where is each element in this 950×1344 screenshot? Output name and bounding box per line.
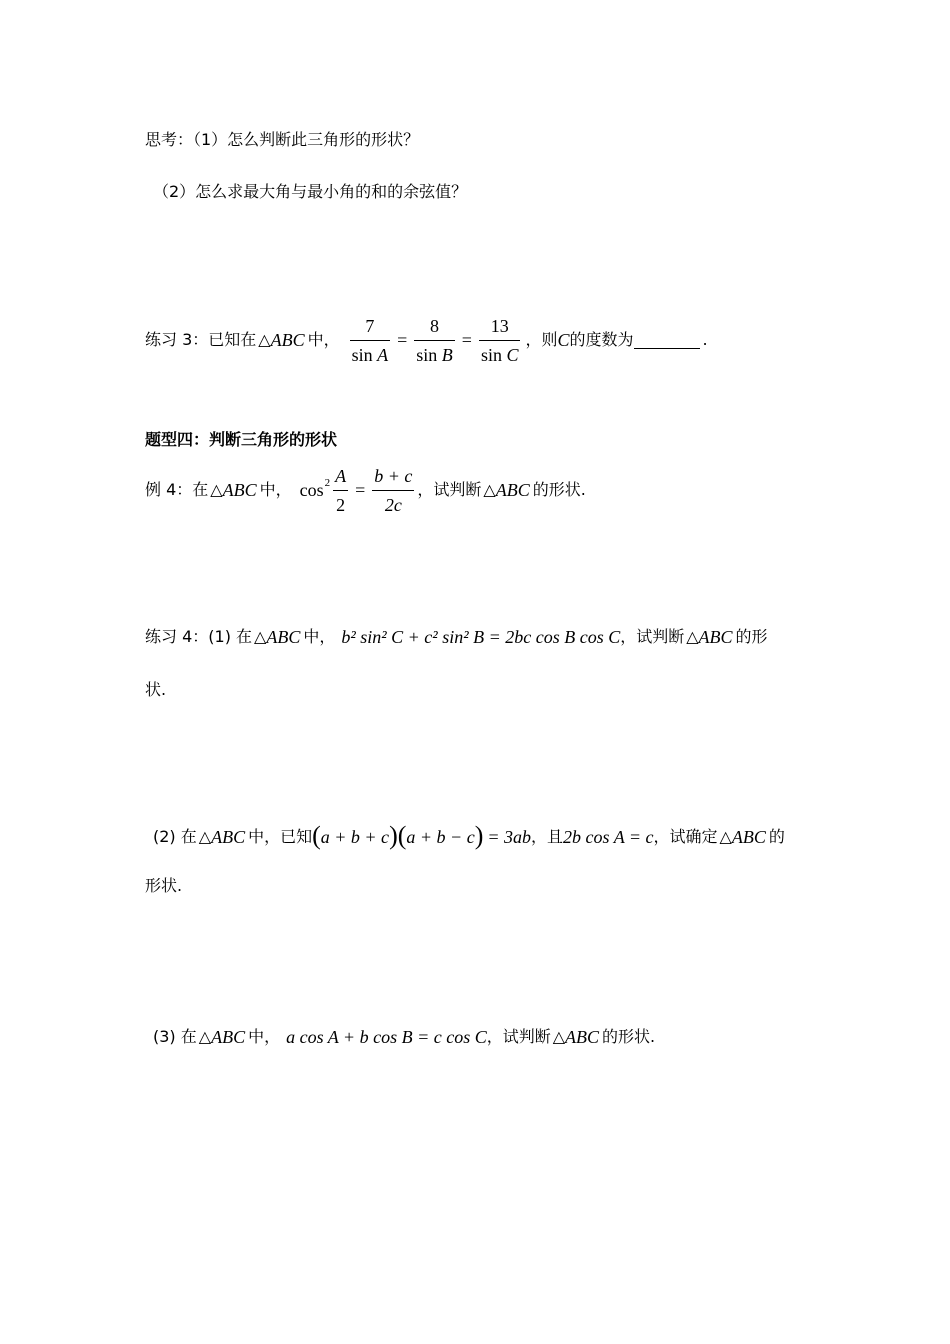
fraction-13-sinC: [479, 317, 521, 364]
triangle-abc: ABC: [222, 480, 257, 500]
fraction-A-over-2: [333, 467, 348, 514]
think-question-2: [153, 184, 467, 200]
fraction-numerator: A: [335, 465, 347, 486]
triangle-symbol: △: [210, 480, 223, 499]
type4-title: 题型四：判断三角形的形状: [145, 430, 338, 449]
triangle-symbol: △: [198, 827, 212, 846]
sin-fn: sin: [416, 344, 438, 365]
practice-4-part-2-wrap: [145, 878, 182, 894]
triangle-abc: ABC: [731, 827, 766, 847]
practice4-1-suffix: ，试判断: [620, 627, 685, 646]
angle-var: B: [441, 344, 453, 365]
triangle-abc: ABC: [266, 627, 301, 647]
triangle-symbol: △: [254, 627, 267, 646]
practice3-end: .: [702, 330, 708, 349]
equals-sign: =: [355, 480, 366, 500]
fraction-8-sinB: [414, 317, 455, 364]
fraction-numerator: 8: [430, 315, 440, 336]
fraction-numerator: 7: [365, 315, 375, 336]
practice4-1-prefix: 练习 4：(1) 在: [145, 627, 253, 646]
fraction-bc-over-2c: [372, 467, 414, 514]
practice-4-part-1: [145, 628, 768, 646]
example4-end: 的形状.: [532, 480, 586, 499]
angle-c: C: [557, 330, 570, 350]
formula: a cos A + b cos B = c cos C: [286, 1027, 487, 1047]
fraction-denominator: [350, 341, 391, 364]
fraction-denominator: [479, 341, 521, 364]
right-paren: ): [474, 821, 484, 850]
triangle-symbol: △: [258, 330, 271, 349]
fraction-7-sinA: [350, 317, 391, 364]
practice-4-part-3: [153, 1028, 655, 1046]
cos-fn: cos: [299, 480, 324, 500]
equals-sign: =: [397, 330, 408, 350]
practice4-2-and: ，且: [531, 827, 564, 846]
example4-prefix: 例 4：在: [145, 480, 209, 499]
think-q1-text: 思考：（1）怎么判断此三角形的形状？: [145, 130, 420, 149]
practice4-3-prefix: (3) 在: [153, 1027, 197, 1046]
practice4-3-zhong: 中，: [248, 1027, 281, 1046]
angle-var: A: [377, 344, 389, 365]
paren-expression-2: a + b − c: [406, 827, 475, 847]
triangle-abc: ABC: [565, 1027, 600, 1047]
triangle-abc: ABC: [211, 1027, 246, 1047]
practice3-comma: ，则: [525, 330, 558, 349]
triangle-symbol: △: [483, 480, 496, 499]
practice4-1-wrap: 状.: [145, 680, 167, 699]
left-paren: (: [397, 821, 407, 850]
triangle-symbol: △: [198, 1027, 212, 1046]
equals-sign: =: [461, 330, 472, 350]
fraction-denominator: [414, 341, 455, 364]
triangle-abc: ABC: [270, 330, 305, 350]
practice-3: [145, 316, 708, 364]
practice-4-part-1-wrap: [145, 682, 166, 698]
think-question-1: [145, 132, 419, 148]
square-exponent: 2: [324, 476, 331, 489]
formula: b² sin² C + c² sin² B = 2bc cos B cos C: [341, 627, 621, 647]
sin-fn: sin: [480, 344, 502, 365]
left-paren: (: [312, 821, 321, 850]
triangle-symbol: △: [719, 827, 732, 846]
practice4-2-prefix: (2) 在: [153, 827, 197, 846]
practice4-1-zhong: 中，: [303, 627, 336, 646]
practice4-2-mid: 中，已知: [248, 827, 313, 846]
practice3-zhong: 中，: [307, 330, 340, 349]
answer-blank: [634, 332, 700, 349]
example4-zhong: 中，: [259, 480, 292, 499]
angle-var: C: [506, 344, 519, 365]
right-paren: ): [389, 821, 398, 850]
formula-2: 2b cos A = c: [563, 827, 654, 847]
paren-expression-1: a + b + c: [320, 827, 390, 847]
section-title-type4: [145, 432, 337, 448]
fraction-numerator: b + c: [374, 465, 413, 486]
triangle-symbol: △: [686, 627, 699, 646]
triangle-symbol: △: [552, 1027, 566, 1046]
equation-rhs: = 3ab: [487, 827, 532, 847]
fraction-denominator: 2c: [384, 494, 402, 515]
practice3-prefix: 练习 3：已知在: [145, 330, 257, 349]
example-4: [145, 466, 586, 514]
think-q2-text: （2）怎么求最大角与最小角的和的余弦值？: [153, 182, 468, 201]
triangle-abc: ABC: [698, 627, 733, 647]
triangle-abc: ABC: [211, 827, 246, 847]
example4-suffix: ，试判断: [417, 480, 482, 499]
sin-fn: sin: [351, 344, 373, 365]
practice4-2-suffix: ，试确定: [653, 827, 718, 846]
fraction-denominator: 2: [336, 494, 346, 515]
practice4-2-wrap: 形状.: [145, 876, 183, 895]
practice4-3-end: 的形状.: [602, 1027, 656, 1046]
triangle-abc: ABC: [495, 480, 530, 500]
practice4-3-suffix: ，试判断: [486, 1027, 551, 1046]
practice4-2-end: 的: [768, 827, 785, 846]
practice-4-part-2: [153, 821, 785, 850]
fraction-numerator: 13: [490, 315, 509, 336]
practice4-1-end: 的形: [735, 627, 768, 646]
practice3-suffix: 的度数为: [569, 330, 634, 349]
